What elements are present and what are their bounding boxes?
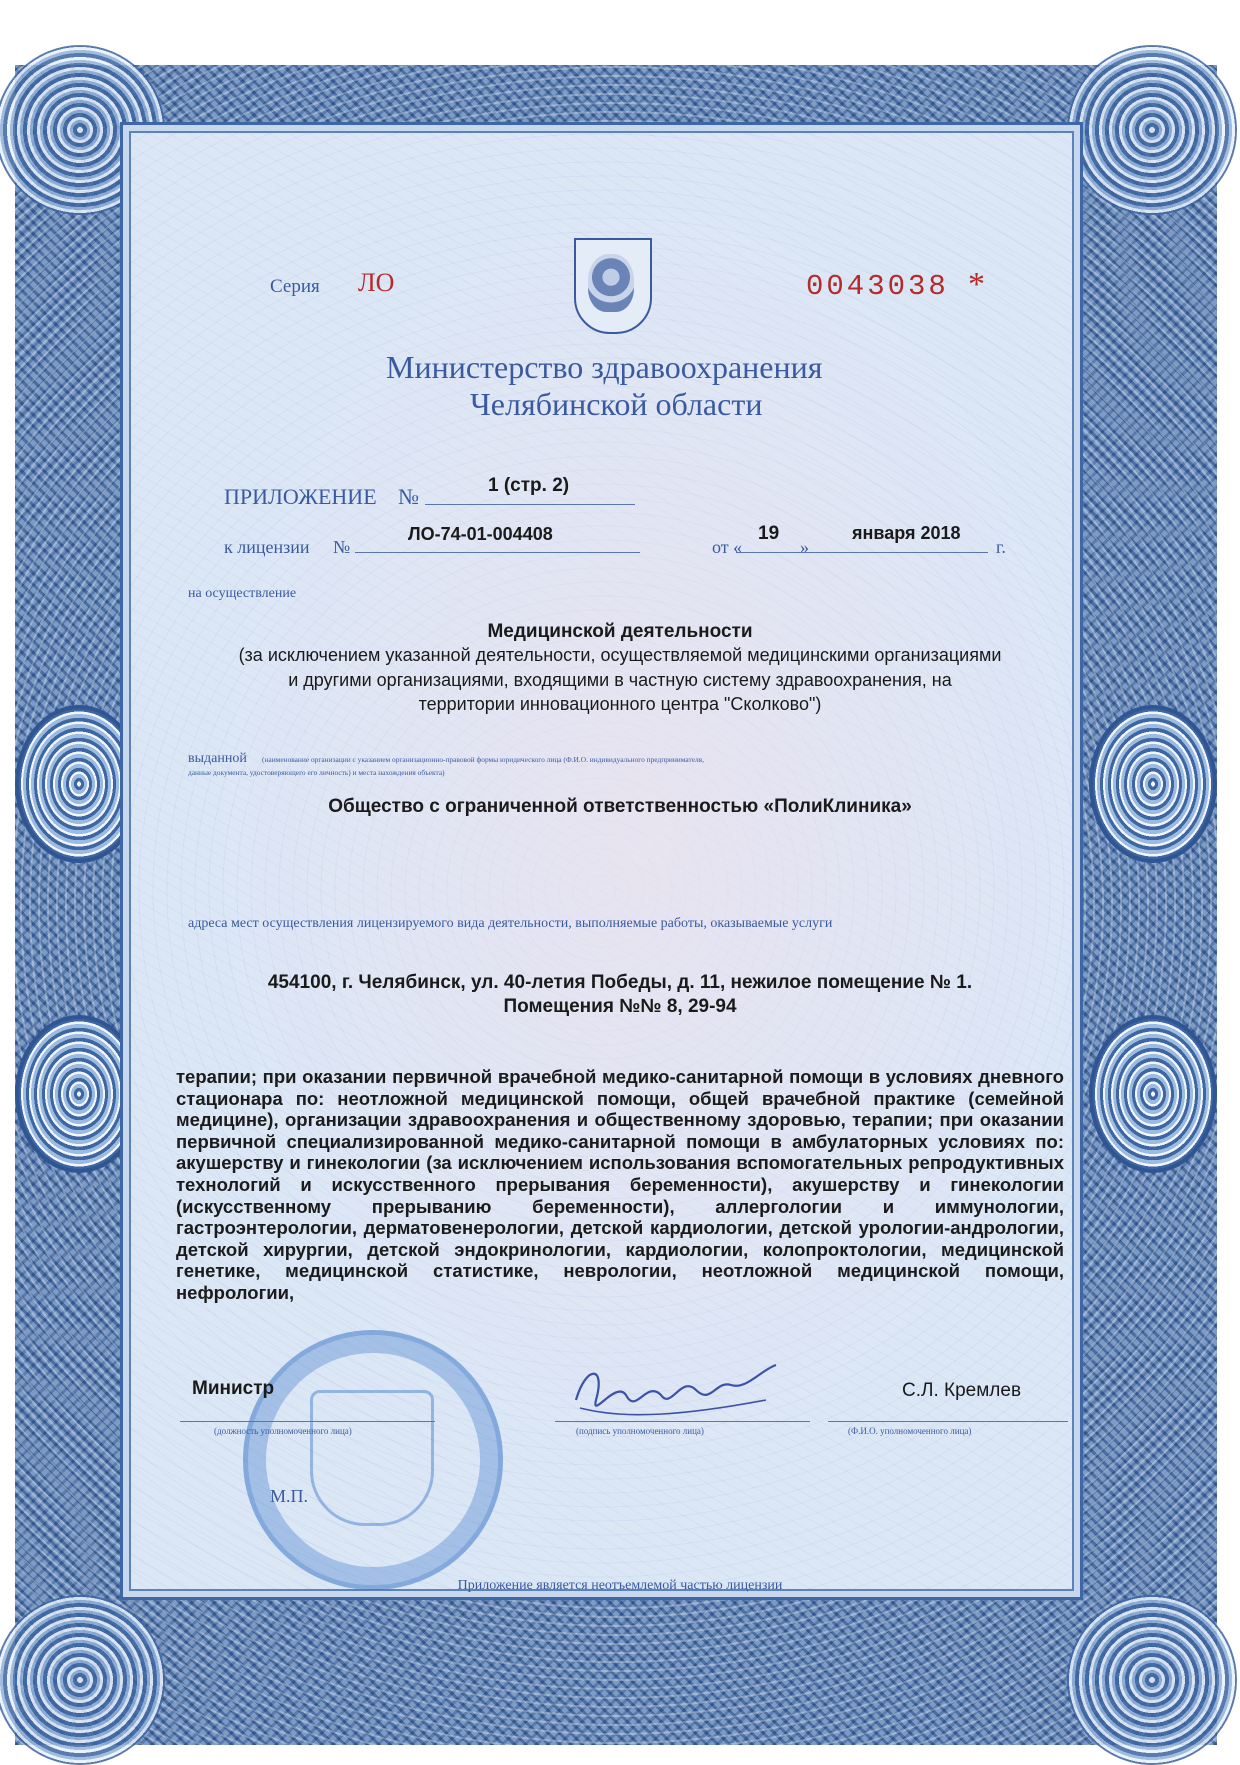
issued-hint-line1: (наименование организации с указанием организационно-правовой формы юридического лица (Ф.И.О. индивидуального предпринимателя, xyxy=(262,755,704,764)
date-year-suffix: г. xyxy=(996,537,1006,557)
position-line xyxy=(180,1421,435,1422)
number-mark: * xyxy=(968,266,985,303)
issued-label: выданной xyxy=(188,751,247,766)
activity-title: Медицинской деятельности xyxy=(487,621,753,642)
organization-name: Общество с ограниченной ответственностью «ПолиКлиника» xyxy=(328,796,912,817)
official-seal xyxy=(243,1330,503,1590)
coat-of-arms-icon xyxy=(574,238,652,334)
to-license-label: к лицензии xyxy=(224,537,310,557)
appendix-number: 1 (стр. 2) xyxy=(488,475,570,496)
activity-desc-line2: и другими организациями, входящими в частную систему здравоохранения, на xyxy=(288,670,952,690)
series-value: ЛО xyxy=(358,268,395,297)
seal-label: М.П. xyxy=(270,1486,309,1506)
date-line xyxy=(736,552,988,553)
right-medallion-lower xyxy=(1089,1015,1217,1173)
position-hint: (должность уполномоченного лица) xyxy=(214,1426,352,1436)
activity-desc-line1: (за исключением указанной деятельности, осуществляемой медицинскими организациями xyxy=(238,645,1002,665)
name-line xyxy=(828,1421,1068,1422)
license-reference-line xyxy=(355,552,640,553)
date-month-year: января 2018 xyxy=(852,523,961,543)
corner-ornament-bottom-left xyxy=(0,1595,165,1765)
date-day: 19 xyxy=(758,523,780,544)
services-text: терапии; при оказании первичной врачебной медико-санитарной помощи в условиях дневного стационара по: неотложной медицинской помощи, общей врачебной практике (семейной медицине), организации здравоохранения и общественному здоровью, терапии; при оказании первичной специализированной медико-санитарной помощи в амбулаторных условиях по: акушерству и гинекологии (за исключением использования вспомогательных репродуктивных технологий и искусственного прерывания беременности), акушерству и гинекологии (искусственному прерыванию беременности), аллергологии и иммунологии, гастроэнтерологии, дерматовенерологии, детской кардиологии, детской урологии-андрологии, детской хирургии, детской эндокринологии, кардиологии, колопроктологии, медицинской генетике, медицинской статистике, неврологии, неотложной медицинской помощи, нефрологии, xyxy=(176,1066,1064,1303)
corner-ornament-bottom-right xyxy=(1067,1595,1237,1765)
issuer-title-line1: Министерство здравоохранения xyxy=(386,349,823,385)
license-reference: ЛО-74-01-004408 xyxy=(408,524,553,544)
address-line1: 454100, г. Челябинск, ул. 40-летия Победы, д. 11, нежилое помещение № 1. xyxy=(267,972,973,993)
issuer-title-line2: Челябинской области xyxy=(470,386,763,422)
address-label: адреса мест осуществления лицензируемого вида деятельности, выполняемые работы, оказываемые услуги xyxy=(188,916,833,931)
activity-desc-line3: территории инновационного центра "Сколково") xyxy=(418,694,822,714)
signatory-name: С.Л. Кремлев xyxy=(902,1380,1022,1401)
series-label: Серия xyxy=(270,276,320,297)
right-medallion xyxy=(1089,705,1217,863)
issued-hint-line2: данные документа, удостоверяющего его личность) и места нахождения объекта) xyxy=(188,768,445,777)
appendix-no-sign: № xyxy=(398,484,419,509)
license-no-sign: № xyxy=(333,537,351,557)
signatory-position: Министр xyxy=(192,1378,275,1399)
appendix-number-line xyxy=(425,504,635,505)
corner-ornament-top-right xyxy=(1067,45,1237,215)
eagle-icon xyxy=(588,254,634,312)
signature-line xyxy=(555,1421,810,1422)
footer-note: Приложение является неотъемлемой частью лицензии xyxy=(457,1578,783,1593)
signature-hint: (подпись уполномоченного лица) xyxy=(576,1426,704,1436)
license-number: 0043038 xyxy=(806,270,949,303)
date-from-label: от « xyxy=(712,537,743,557)
name-hint: (Ф.И.О. уполномоченного лица) xyxy=(848,1426,972,1436)
signature-icon xyxy=(566,1360,786,1430)
seal-emblem-icon xyxy=(310,1390,434,1526)
address-line2: Помещения №№ 8, 29-94 xyxy=(503,996,737,1017)
activity-label: на осуществление xyxy=(188,586,297,601)
date-day-close: » xyxy=(800,537,809,557)
appendix-label: ПРИЛОЖЕНИЕ xyxy=(224,484,377,509)
